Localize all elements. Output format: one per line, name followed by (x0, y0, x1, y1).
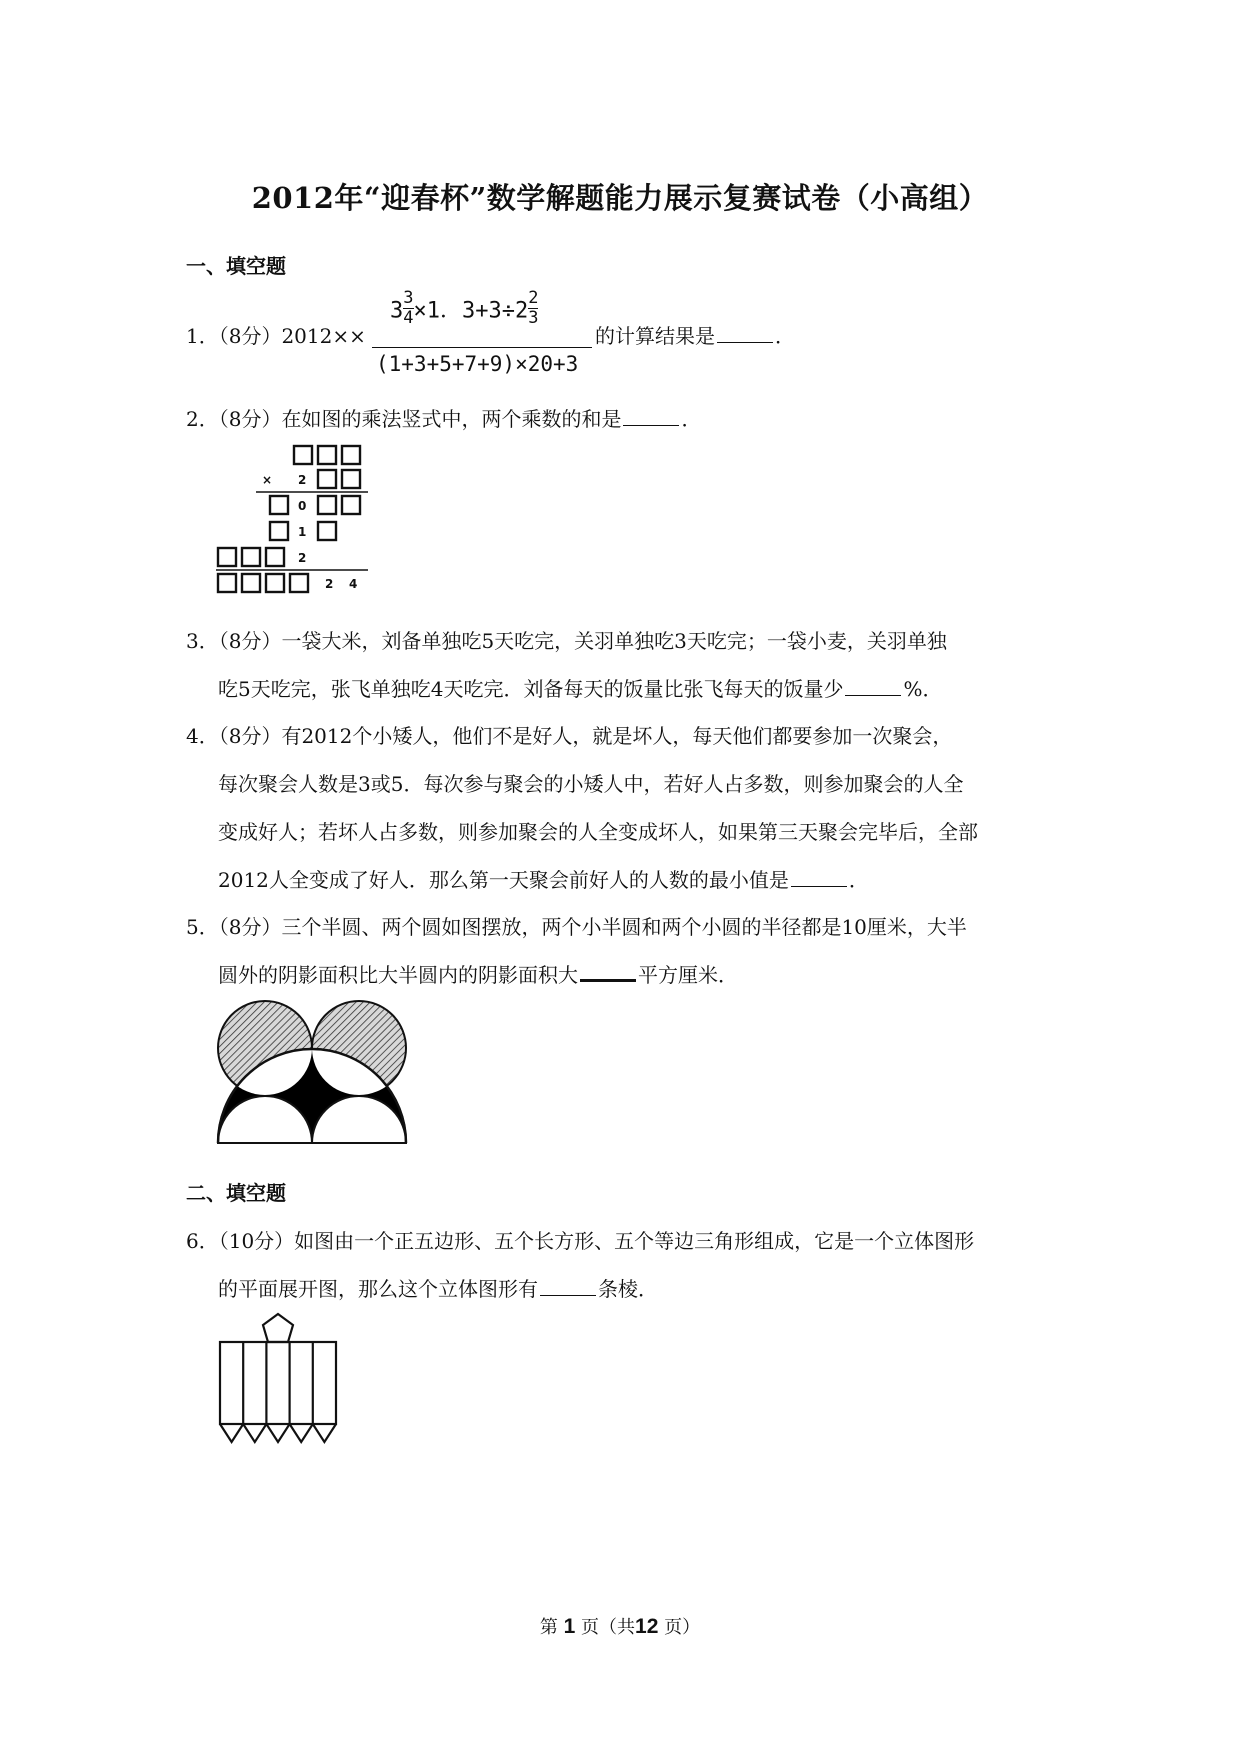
question-number: 4． (186, 724, 219, 748)
question-4-line3: 变成好人；若坏人占多数，则参加聚会的人全变成坏人，如果第三天聚会完毕后，全部 (218, 820, 978, 844)
footer-text: 第 (539, 1617, 558, 1638)
footer-text: 页（共 (581, 1617, 636, 1638)
frac-top: 3 (403, 288, 414, 308)
numerator-ops: ×1．3+3÷ (413, 298, 515, 324)
question-prefix: （8分）2012×× (218, 324, 366, 348)
footer-text: 页） (664, 1617, 701, 1638)
answer-blank[interactable] (580, 961, 636, 982)
question-number: 2． (186, 407, 219, 431)
end-punct: ． (775, 324, 795, 348)
total-pages: 12 (635, 1615, 659, 1638)
end-punct: 平方厘米． (638, 963, 738, 987)
page-title: 2012年“迎春杯”数学解题能力展示复赛试卷（小高组） (251, 181, 989, 215)
frac-bottom: 3 (528, 308, 539, 328)
question-number: 5． (186, 915, 219, 939)
question-text: 的平面展开图，那么这个立体图形有 (218, 1277, 538, 1301)
question-4-line4 (218, 864, 869, 893)
whole-part: 3 (390, 298, 404, 324)
question-4 (186, 720, 952, 749)
question-text: （8分）三个半圆、两个圆如图摆放，两个小半圆和两个小圆的半径都是10厘米，大半 (218, 915, 967, 939)
question-6 (186, 1225, 974, 1254)
page-number: 1 (563, 1615, 576, 1638)
question-text: 吃5天吃完，张飞单独吃4天吃完．刘备每天的饭量比张飞每天的饭量少 (218, 677, 844, 701)
mixed-fraction (403, 289, 413, 328)
answer-blank[interactable] (623, 407, 679, 426)
end-punct: ． (848, 868, 869, 892)
question-5 (186, 911, 967, 940)
digit: 1 (298, 525, 307, 539)
digit: 2 (325, 577, 334, 591)
question-text: （8分）一袋大米，刘备单独吃5天吃完，关羽单独吃3天吃完；一袋小麦，关羽单独 (218, 629, 947, 653)
frac-top: 2 (528, 288, 539, 308)
answer-blank[interactable] (540, 1277, 596, 1296)
question-3 (186, 625, 947, 654)
whole-part-2: 2 (514, 298, 529, 324)
question-text: 圆外的阴影面积比大半圆内的阴影面积大 (218, 963, 578, 987)
question-number: 3． (186, 629, 219, 653)
section-heading-1: 一、填空题 (186, 254, 286, 278)
frac-bottom: 4 (403, 308, 414, 328)
suffix-text: 的计算结果是 (595, 324, 715, 348)
question-number: 1． (186, 324, 219, 348)
end-punct: 条棱． (598, 1277, 658, 1301)
digit: 4 (349, 577, 358, 591)
digit: 0 (298, 499, 307, 513)
prism-net-figure (216, 1310, 344, 1446)
times-sign: × (262, 473, 273, 487)
fraction-numerator (390, 288, 539, 331)
question-6-line2 (218, 1273, 658, 1302)
digit: 2 (298, 551, 307, 565)
question-5-line2 (218, 959, 738, 988)
question-1 (186, 320, 366, 349)
semicircle-figure (216, 993, 408, 1149)
section-heading-2: 二、填空题 (186, 1181, 286, 1205)
end-punct: %． (903, 677, 943, 701)
fraction-bar (372, 347, 592, 348)
question-2 (186, 403, 701, 432)
question-number: 6． (186, 1229, 219, 1253)
question-text: （10分）如图由一个正五边形、五个长方形、五个等边三角形组成，它是一个立体图形 (218, 1229, 975, 1253)
answer-blank[interactable] (845, 677, 901, 696)
question-1-suffix (595, 320, 795, 349)
digit: 2 (298, 473, 307, 487)
answer-blank[interactable] (717, 324, 773, 343)
fraction-denominator: (1+3+5+7+9)×20+3 (376, 352, 579, 376)
question-text: 2012人全变成了好人．那么第一天聚会前好人的人数的最小值是 (218, 868, 789, 892)
multiplication-figure (212, 440, 372, 596)
question-3-line2 (218, 673, 942, 702)
question-text: （8分）有2012个小矮人，他们不是好人，就是坏人，每天他们都要参加一次聚会， (218, 724, 953, 748)
question-4-line2: 每次聚会人数是3或5．每次参与聚会的小矮人中，若好人占多数，则参加聚会的人全 (218, 772, 964, 796)
question-text: （8分）在如图的乘法竖式中，两个乘数的和是 (218, 407, 622, 431)
mixed-fraction-2 (528, 289, 538, 328)
page-footer (0, 1613, 1240, 1639)
answer-blank[interactable] (791, 868, 847, 887)
end-punct: ． (681, 407, 702, 431)
